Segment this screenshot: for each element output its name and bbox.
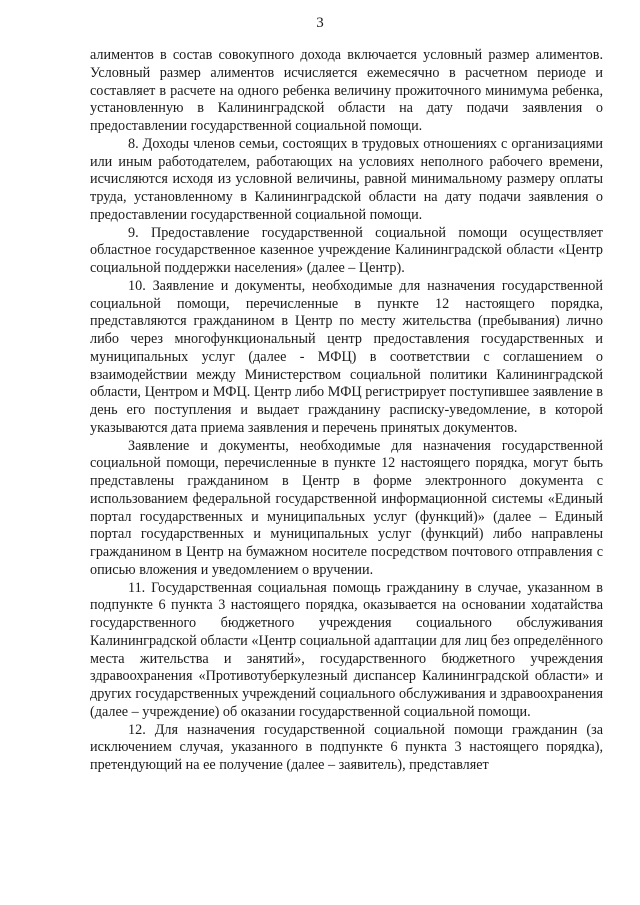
paragraph-item-10: 10. Заявление и документы, необходимые для назначения государственной социальной помощи, перечисленные в пункте 12 настоящего порядка, представляются гражданином в Центр по месту жительства (пребывания) лично либо через многофункциональный центр предоставления государственных и муниципальных услуг (далее - МФЦ) в соответствии с соглашением о взаимодействии между Министерством социальной политики Калининградской области, Центром и МФЦ. Центр либо МФЦ регистрирует поступившее заявление в день его поступления и выдает гражданину расписку-уведомление, в которой указываются дата приема заявления и перечень принятых документов. bbox=[90, 277, 603, 436]
paragraph-item-9: 9. Предоставление государственной социальной помощи осуществляет областное государственное казенное учреждение Калининградской области «Центр социальной поддержки населения» (далее – Центр). bbox=[90, 224, 603, 276]
paragraph-item-8: 8. Доходы членов семьи, состоящих в трудовых отношениях с организациями или иным работодателем, работающих на условиях неполного рабочего времени, исчисляются исходя из условной величины, равной минимальному размеру оплаты труда, установленному в Калининградской области на дату подачи заявления о предоставлении государственной социальной помощи. bbox=[90, 135, 603, 223]
paragraph-item-11: 11. Государственная социальная помощь гражданину в случае, указанном в подпункте 6 пункта 3 настоящего порядка, оказывается на основании ходатайства государственного бюджетного учреждения социального обслуживания Калининградской области «Центр социальной адаптации для лиц без определённого места жительства и занятий», государственного бюджетного учреждения здравоохранения «Противотуберкулезный диспансер Калининградской области» и других государственных учреждений социального обслуживания и здравоохранения (далее – учреждение) об оказании государственной социальной помощи. bbox=[90, 579, 603, 720]
page-number: 3 bbox=[316, 15, 324, 31]
paragraph-item-12: 12. Для назначения государственной социальной помощи гражданин (за исключением случая, указанного в подпункте 6 пункта 3 настоящего порядка), претендующий на ее получение (далее – заявитель), представляет bbox=[90, 721, 603, 773]
paragraph-item-10-continued: Заявление и документы, необходимые для назначения государственной социальной помощи, перечисленные в пункте 12 настоящего порядка, могут быть представлены гражданином в Центр в форме электронного документа с использованием федеральной государственной информационной системы «Единый портал государственных и муниципальных услуг (функций)» (далее – Единый портал государственных и муниципальных услуг (функций) либо направлены гражданином в Центр на бумажном носителе посредством почтового отправления с описью вложения и уведомлением о вручении. bbox=[90, 437, 603, 578]
document-body bbox=[90, 47, 603, 775]
paragraph-continuation: алиментов в состав совокупного дохода включается условный размер алиментов. Условный размер алиментов исчисляется ежемесячно в расчетном периоде и составляет в расчете на одного ребенка величину прожиточного минимума ребенка, установленную в Калининградской области на дату подачи заявления о предоставлении государственной социальной помощи. bbox=[90, 47, 603, 134]
